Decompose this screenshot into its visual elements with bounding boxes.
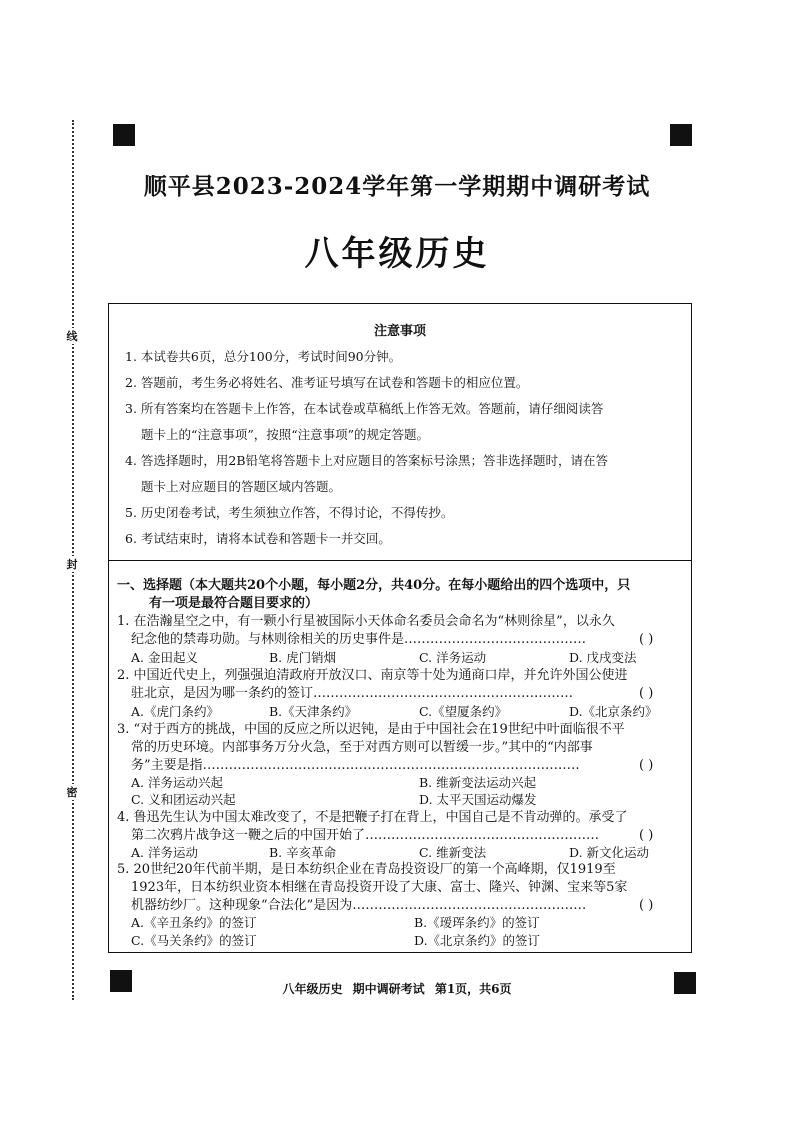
question-2-text: 2. 中国近代史上，列强强迫清政府开放汉口、南京等十处为通商口岸，并允许外国公使进 — [117, 668, 628, 683]
notice-item: 题卡上的“注意事项”，按照“注意事项”的规定答题。 — [141, 427, 430, 442]
binding-label-secret: 密 — [62, 784, 82, 800]
notice-item: 3. 所有答案均在答题卡上作答，在本试卷或草稿纸上作答无效。答题前，请仔细阅读答 — [125, 401, 604, 416]
question-2-option-a: A.《虎门条约》 — [131, 704, 220, 719]
question-3-text: 3. “对于西方的挑战，中国的反应之所以迟钝，是由于中国社会在19世纪中叶面临很不平 — [117, 722, 625, 737]
question-5-text: 机器纺纱厂。这种现象“合法化”是因为……………………………………………… — [131, 898, 587, 913]
question-5-option-b: B.《瑷珲条约》的签订 — [414, 915, 540, 930]
question-3-option-b: B. 维新变法运动兴起 — [419, 775, 537, 790]
question-3-option-c: C. 义和团运动兴起 — [131, 792, 236, 807]
question-2-option-c: C.《望厦条约》 — [419, 704, 508, 719]
question-3-option-d: D. 太平天国运动爆发 — [419, 792, 537, 807]
question-3-text: 务”主要是指…………………………………………………………………………… — [131, 758, 580, 773]
question-1-option-c: C. 洋务运动 — [419, 650, 487, 665]
binding-label-line: 线 — [62, 328, 82, 344]
question-4-option-a: A. 洋务运动 — [131, 845, 198, 860]
question-1-option-b: B. 虎门销烟 — [269, 650, 337, 665]
questions-box — [108, 561, 692, 953]
notice-box — [108, 303, 692, 561]
question-2-option-b: B.《天津条约》 — [269, 704, 358, 719]
question-5-option-c: C.《马关条约》的签订 — [131, 933, 257, 948]
question-3-option-a: A. 洋务运动兴起 — [131, 775, 223, 790]
notice-item: 6. 考试结束时，请将本试卷和答题卡一并交回。 — [125, 531, 391, 546]
question-5-option-a: A.《辛丑条约》的签订 — [131, 915, 257, 930]
question-4-option-c: C. 维新变法 — [419, 845, 487, 860]
answer-blank: ( ) — [639, 758, 654, 773]
question-2-option-d: D.《北京条约》 — [569, 704, 658, 719]
page-footer: 八年级历史 期中调研考试 第1页，共6页 — [282, 982, 512, 996]
notice-item: 1. 本试卷共6页，总分100分，考试时间90分钟。 — [125, 349, 402, 364]
question-1-text: 纪念他的禁毒功勋。与林则徐相关的历史事件是…………………………………… — [131, 632, 587, 647]
notice-item: 4. 答选择题时，用2B铅笔将答题卡上对应题目的答案标号涂黑；答非选择题时，请在答 — [125, 453, 609, 468]
question-4-text: 第二次鸦片战争这一鞭之后的中国开始了……………………………………………… — [131, 828, 600, 843]
question-4-text: 4. 鲁迅先生认为中国太难改变了，不是把鞭子打在背上，中国自己是不肯动弹的。承受了 — [117, 810, 628, 825]
answer-blank: ( ) — [639, 828, 654, 843]
section-heading: 一、选择题（本大题共20个小题，每小题2分，共40分。在每小题给出的四个选项中，只 — [117, 578, 631, 593]
notice-item: 5. 历史闭卷考试，考生须独立作答，不得讨论，不得传抄。 — [125, 505, 454, 520]
question-1-text: 1. 在浩瀚星空之中，有一颗小行星被国际小天体命名委员会命名为“林则徐星”，以永久 — [117, 614, 615, 629]
exam-subject: 八年级历史 — [304, 234, 490, 274]
question-1-option-a: A. 金田起义 — [131, 650, 198, 665]
question-2-text: 驻北京，是因为哪一条约的签订…………………………………………………… — [131, 686, 574, 701]
question-5-option-d: D.《北京条约》的签订 — [414, 933, 541, 948]
notice-item: 题卡上对应题目的答题区域内答题。 — [141, 479, 342, 494]
question-3-text: 常的历史环境。内部事务万分火急，至于对西方则可以暂缓一步。”其中的“内部事 — [131, 740, 593, 755]
registration-mark-top-right — [670, 124, 692, 146]
binding-label-seal: 封 — [62, 556, 82, 572]
question-5-text: 1923年，日本纺织业资本相继在青岛投资开设了大康、富士、隆兴、钟渊、宝来等5家 — [131, 880, 628, 895]
notice-item: 2. 答题前，考生务必将姓名、准考证号填写在试卷和答题卡的相应位置。 — [125, 375, 529, 390]
answer-blank: ( ) — [639, 632, 654, 647]
question-4-option-b: B. 辛亥革命 — [269, 845, 337, 860]
question-1-option-d: D. 戊戌变法 — [569, 650, 637, 665]
answer-blank: ( ) — [639, 898, 654, 913]
notice-title: 注意事项 — [373, 324, 426, 339]
question-5-text: 5. 20世纪20年代前半期，是日本纺织企业在青岛投资设厂的第一个高峰期，仅1919至 — [117, 862, 616, 877]
section-heading-cont: 有一项是最符合题目要求的） — [149, 596, 319, 611]
answer-blank: ( ) — [639, 686, 654, 701]
registration-mark-top-left — [113, 124, 135, 146]
exam-title: 顺平县2023-2024学年第一学期期中调研考试 — [143, 173, 651, 200]
question-4-option-d: D. 新文化运动 — [569, 845, 650, 860]
